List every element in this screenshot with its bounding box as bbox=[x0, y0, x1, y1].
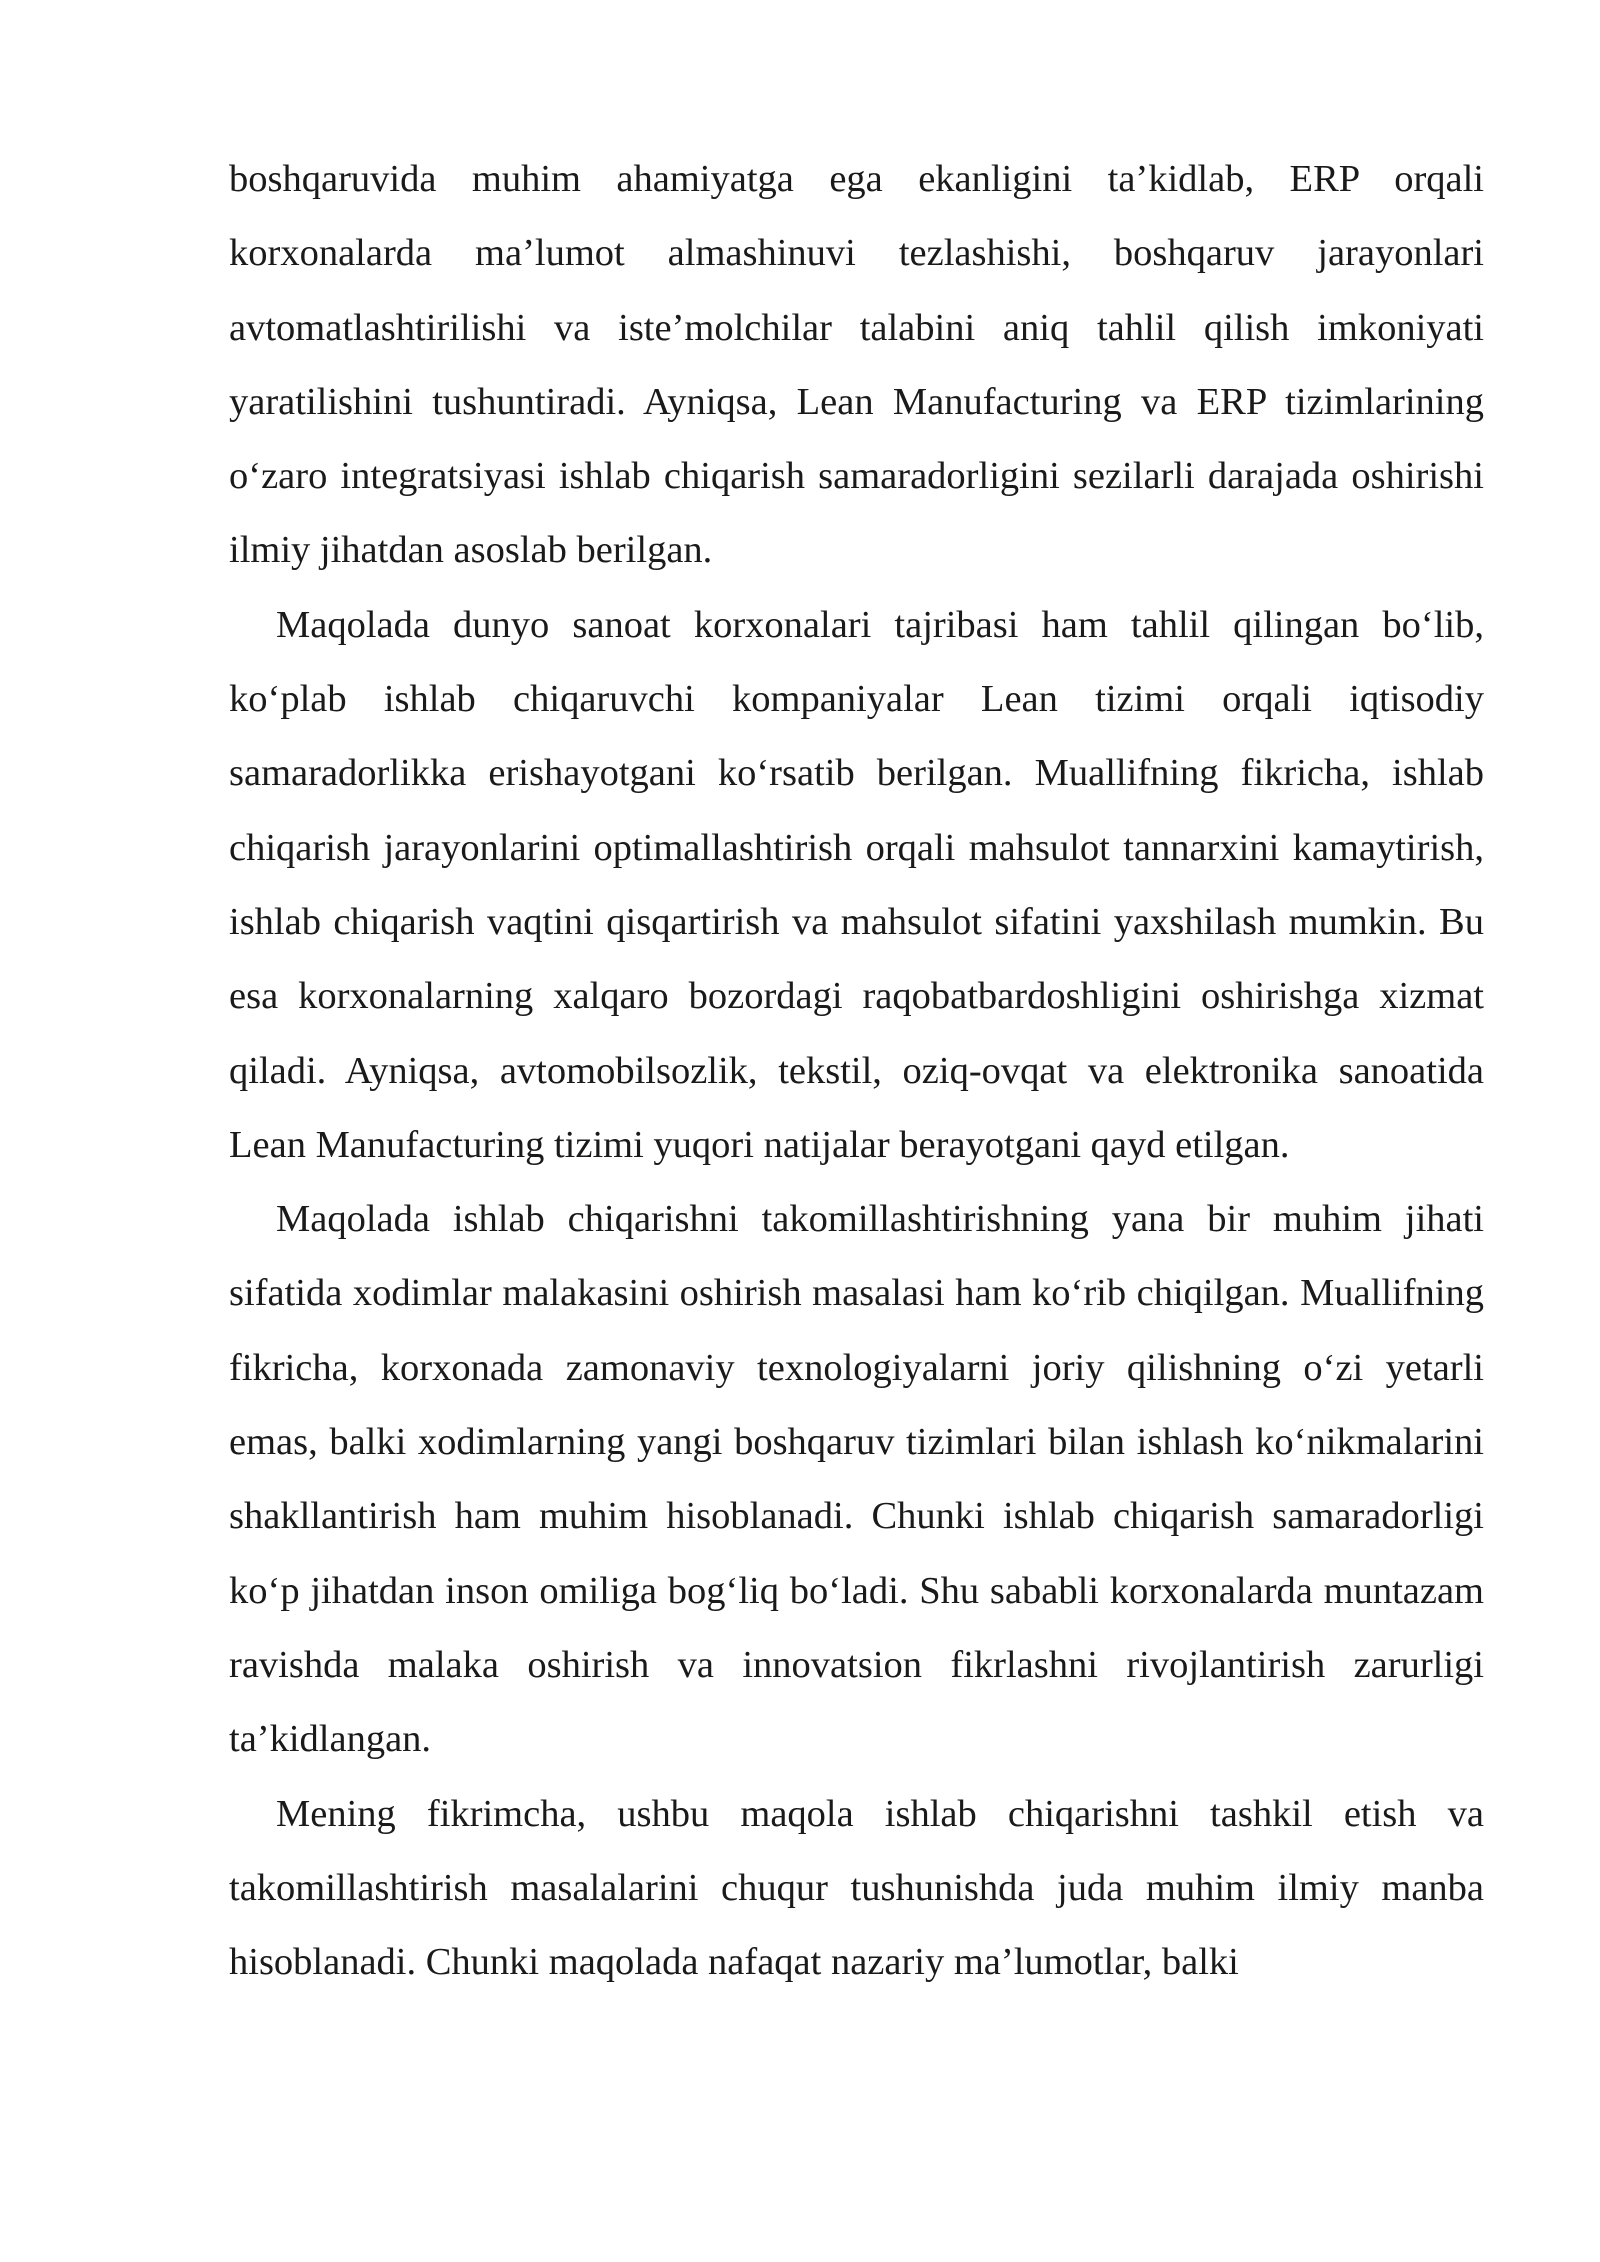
paragraph: Maqolada ishlab chiqarishni takomillashtirishning yana bir muhim jihati sifatida xodimlar malakasini oshirish masalasi ham ko‘rib chiqilgan. Muallifning fikricha, korxonada zamonaviy texnologiyalarni joriy qilishning o‘zi yetarli emas, balki xodimlarning yangi boshqaruv tizimlari bilan ishlash ko‘nikmalarini shakllantirish ham muhim hisoblanadi. Chunki ishlab chiqarish samaradorligi ko‘p jihatdan inson omiliga bog‘liq bo‘ladi. Shu sababli korxonalarda muntazam ravishda malaka oshirish va innovatsion fikrlashni rivojlantirish zarurligi ta’kidlangan. bbox=[229, 1198, 1484, 1761]
body-text bbox=[229, 142, 1484, 1999]
paragraph-continued: boshqaruvida muhim ahamiyatga ega ekanligini ta’kidlab, ERP orqali korxonalarda ma’lumot almashinuvi tezlashishi, boshqaruv jarayonlari avtomatlashtirilishi va iste’molchilar talabini aniq tahlil qilish imkoniyati yaratilishini tushuntiradi. Ayniqsa, Lean Manufacturing va ERP tizimlarining o‘zaro integratsiyasi ishlab chiqarish samaradorligini sezilarli darajada oshirishi ilmiy jihatdan asoslab berilgan. bbox=[229, 158, 1484, 572]
paragraph: Mening fikrimcha, ushbu maqola ishlab chiqarishni tashkil etish va takomillashtirish masalalarini chuqur tushunishda juda muhim ilmiy manba hisoblanadi. Chunki maqolada nafaqat nazariy ma’lumotlar, balki bbox=[229, 1792, 1484, 1984]
paragraph: Maqolada dunyo sanoat korxonalari tajribasi ham tahlil qilingan bo‘lib, ko‘plab ishlab chiqaruvchi kompaniyalar Lean tizimi orqali iqtisodiy samaradorlikka erishayotgani ko‘rsatib berilgan. Muallifning fikricha, ishlab chiqarish jarayonlarini optimallashtirish orqali mahsulot tannarxini kamaytirish, ishlab chiqarish vaqtini qisqartirish va mahsulot sifatini yaxshilash mumkin. Bu esa korxonalarning xalqaro bozordagi raqobatbardoshligini oshirishga xizmat qiladi. Ayniqsa, avtomobilsozlik, tekstil, oziq-ovqat va elektronika sanoatida Lean Manufacturing tizimi yuqori natijalar berayotgani qayd etilgan. bbox=[229, 603, 1484, 1166]
